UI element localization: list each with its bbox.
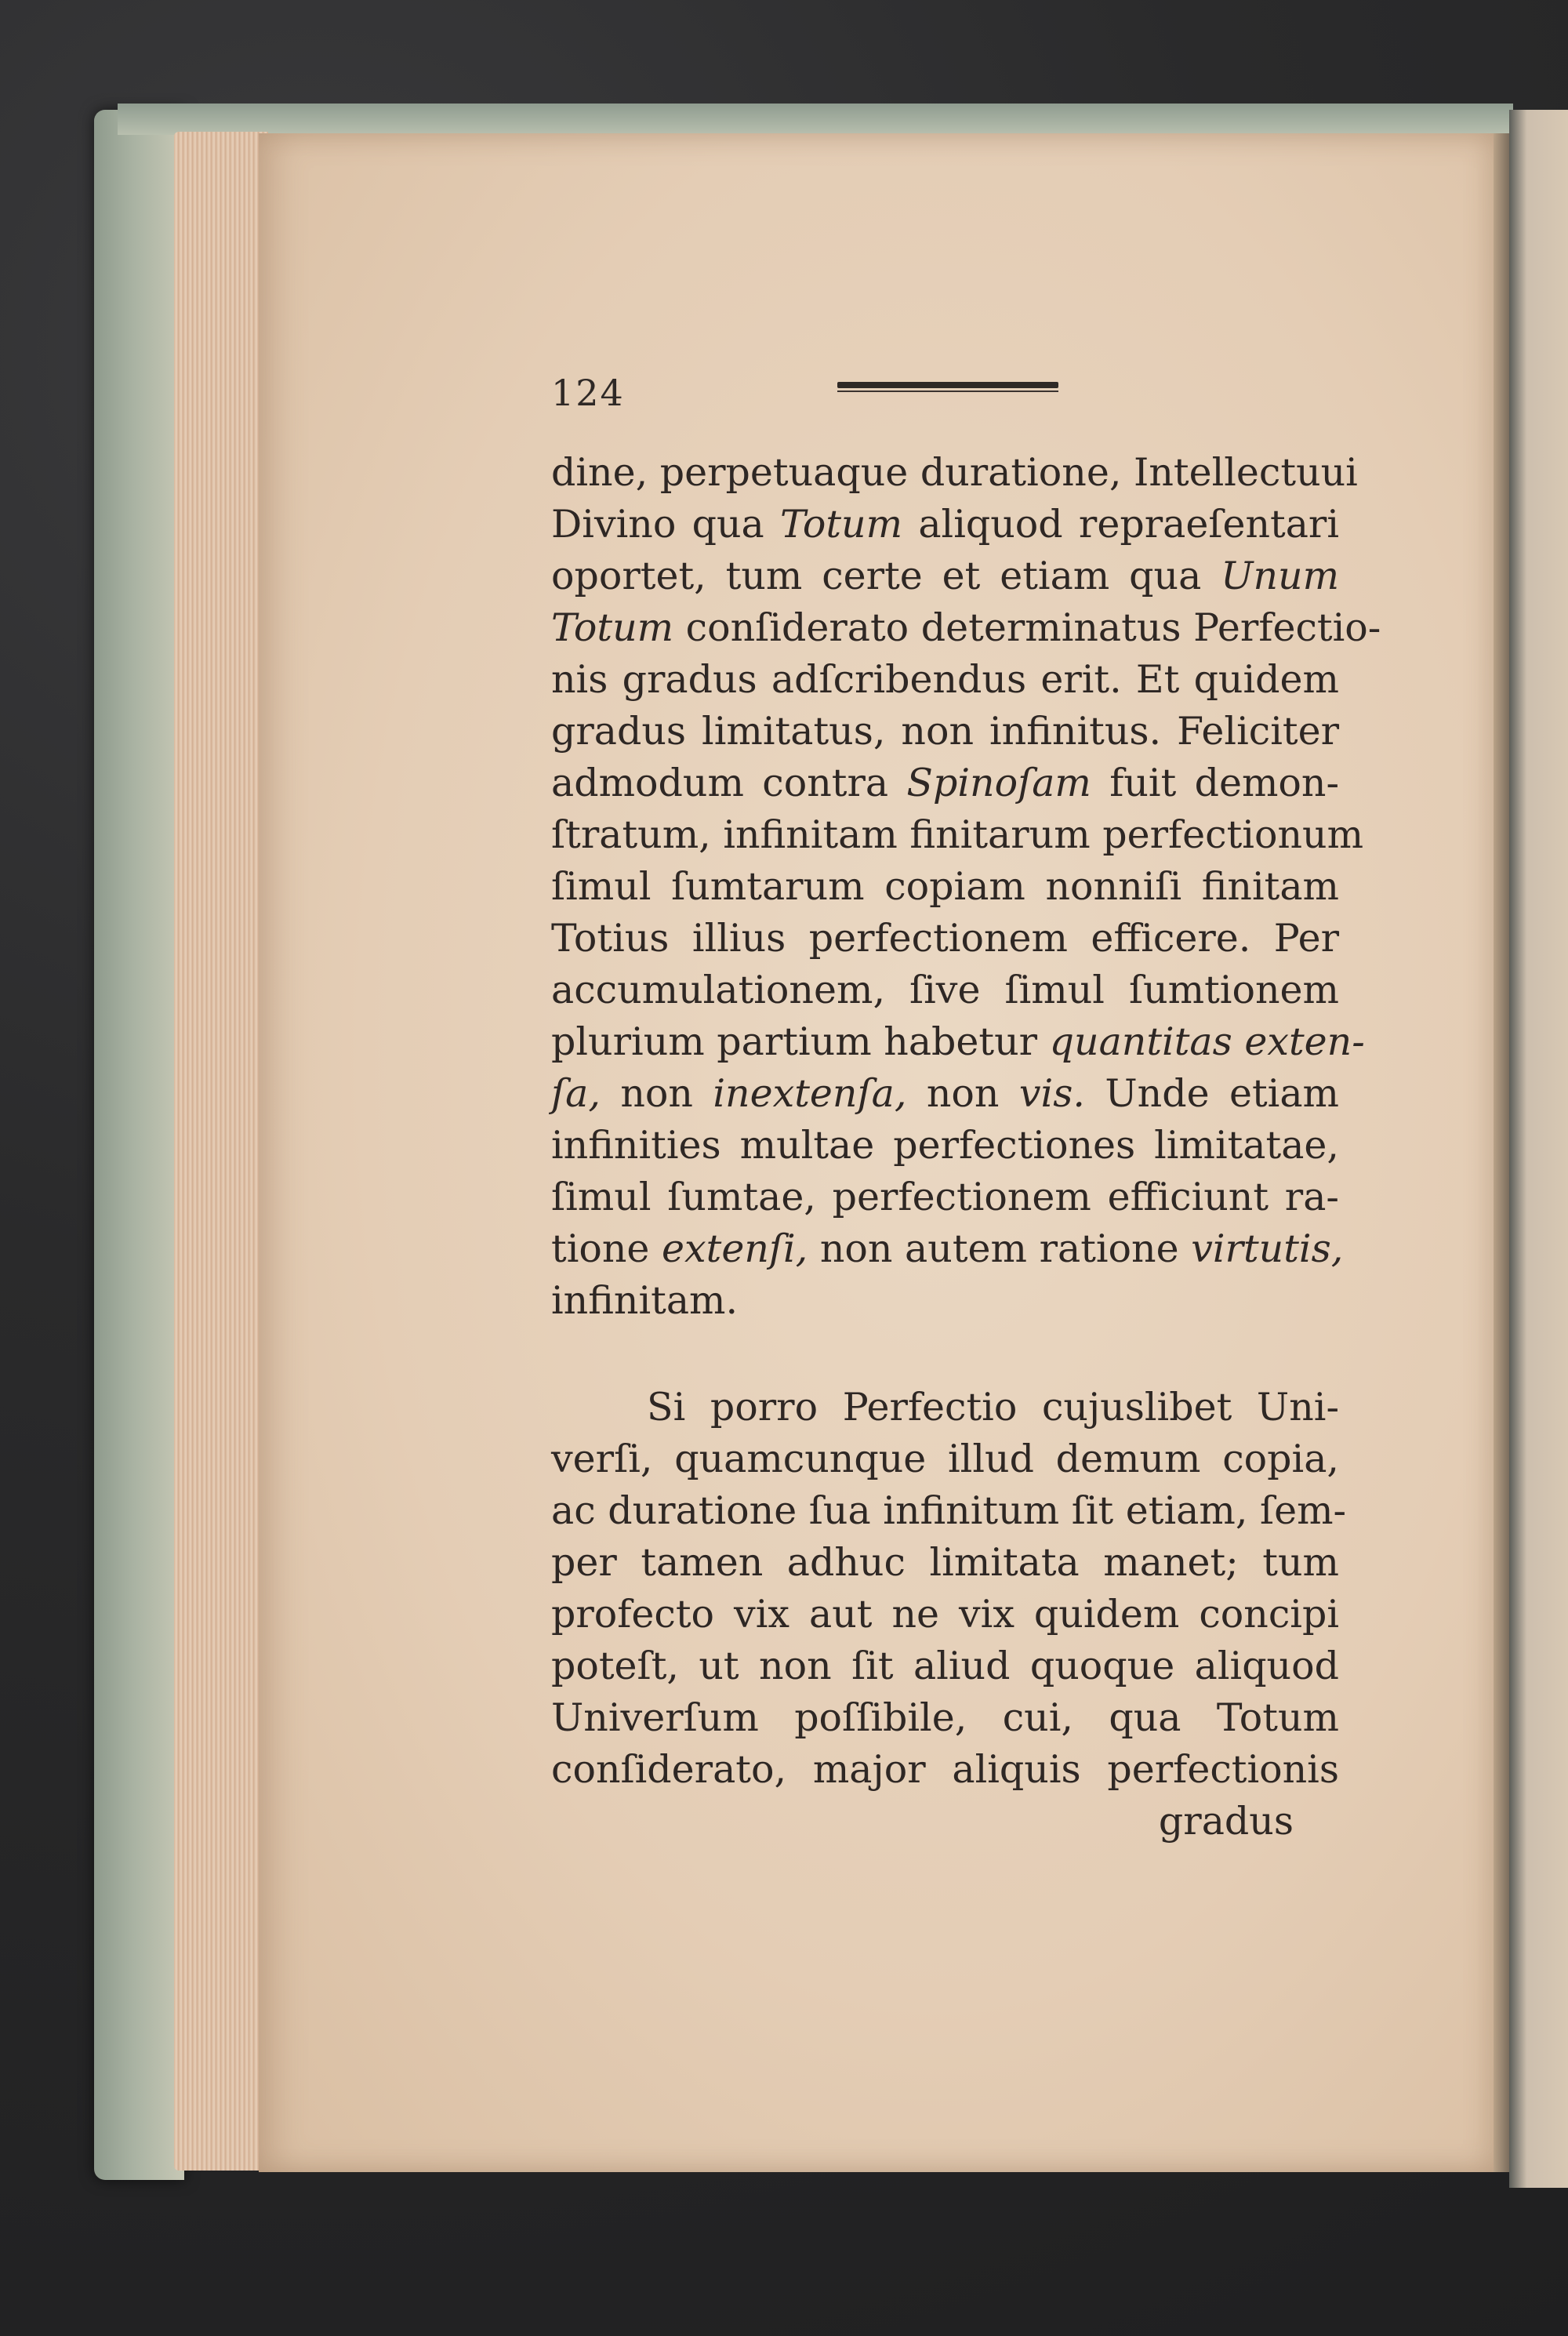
text-line: nis gradus adſcribendus erit. Et quidem	[551, 657, 1339, 702]
word: admodum	[551, 761, 744, 805]
word: etiam	[1229, 1071, 1340, 1116]
text-line: infinitam.	[551, 1278, 739, 1323]
word: vis.	[1018, 1071, 1085, 1116]
text-line	[551, 550, 1339, 602]
word: qua	[1129, 554, 1202, 598]
word: Unum	[1221, 554, 1340, 598]
word: conſiderato	[685, 605, 909, 650]
text-line: ſimul ſumtae, perfectionem efficiunt ra-	[551, 1175, 1339, 1219]
word: tione	[551, 1226, 650, 1271]
word: Totum	[551, 605, 674, 650]
word: quantitas	[1049, 1019, 1232, 1064]
text-line: verſi, quamcunque illud demum copia,	[551, 1437, 1339, 1481]
word: non	[926, 1071, 1000, 1116]
word: aliquod	[918, 502, 1063, 547]
text-line	[551, 602, 1381, 654]
text-line: accumulationem, ſive ſimul ſumtionem	[551, 968, 1339, 1012]
word: fuit	[1109, 761, 1177, 805]
page-number: 124	[551, 372, 625, 414]
text-line	[551, 757, 1339, 809]
text-line: ſtratum, infinitam finitarum perfectionum	[551, 812, 1364, 857]
text-line: gradus limitatus, non infinitus. Feliciter	[551, 709, 1339, 754]
word: qua	[691, 502, 764, 547]
text-line: per tamen adhuc limitata manet; tum	[551, 1540, 1339, 1585]
word: Perfectio-	[1193, 605, 1381, 650]
word: determinatus	[920, 605, 1181, 650]
word: et	[942, 554, 981, 598]
book-cover-spine	[94, 110, 184, 2180]
facing-page-edge	[1509, 110, 1568, 2188]
text-line: Totius illius perfectionem efficere. Per	[551, 916, 1339, 961]
word: virtutis,	[1191, 1226, 1344, 1271]
text-line	[551, 1016, 1365, 1068]
text-line: profecto vix aut ne vix quidem concipi	[551, 1592, 1339, 1637]
paragraph-gap	[551, 1327, 1339, 1382]
word: tum	[725, 554, 803, 598]
header-rule-thick	[837, 382, 1058, 388]
word: Spinoſam	[906, 761, 1091, 805]
text-line	[551, 1223, 1344, 1275]
header-rule-thin	[837, 391, 1058, 392]
page-edges	[174, 132, 268, 2171]
word: repraeſentari	[1078, 502, 1340, 547]
text-line: ſimul ſumtarum copiam nonniſi finitam	[551, 864, 1339, 909]
text-line: Univerſum poſſibile, cui, qua Totum	[551, 1695, 1339, 1740]
word: inextenſa,	[713, 1071, 907, 1116]
word: ſa,	[551, 1071, 601, 1116]
word: plurium	[551, 1019, 705, 1064]
text-line: Si porro Perfectio cujuslibet Uni-	[647, 1385, 1339, 1430]
word: Divino	[551, 502, 677, 547]
catchword: gradus	[1158, 1799, 1294, 1844]
book-cover-top	[118, 104, 1513, 135]
word: Unde	[1105, 1071, 1210, 1116]
text-line	[551, 499, 1339, 550]
word: certe	[822, 554, 923, 598]
text-line: dine, perpetuaque duratione, Intellectuui	[551, 450, 1358, 495]
word: autem	[905, 1226, 1027, 1271]
body-text	[551, 447, 1381, 1847]
word: demon-	[1194, 761, 1340, 805]
word: oportet,	[551, 554, 706, 598]
word: contra	[762, 761, 889, 805]
word: non	[819, 1226, 893, 1271]
word: habetur	[884, 1019, 1038, 1064]
word: etiam	[1000, 554, 1110, 598]
text-line: infinities multae perfectiones limitatae,	[551, 1123, 1339, 1168]
word: Totum	[779, 502, 903, 547]
word: extenſi,	[662, 1226, 808, 1271]
word: non	[620, 1071, 693, 1116]
word: partium	[717, 1019, 872, 1064]
word: ratione	[1039, 1226, 1179, 1271]
header-rule	[837, 382, 1058, 393]
text-line: ac duratione ſua infinitum ſit etiam, ſem-	[551, 1488, 1347, 1533]
text-line: poteſt, ut non ſit aliud quoque aliquod	[551, 1644, 1339, 1688]
text-line	[551, 1068, 1339, 1120]
text-line: conſiderato, major aliquis perfectionis	[551, 1747, 1339, 1792]
word: exten-	[1244, 1019, 1365, 1064]
